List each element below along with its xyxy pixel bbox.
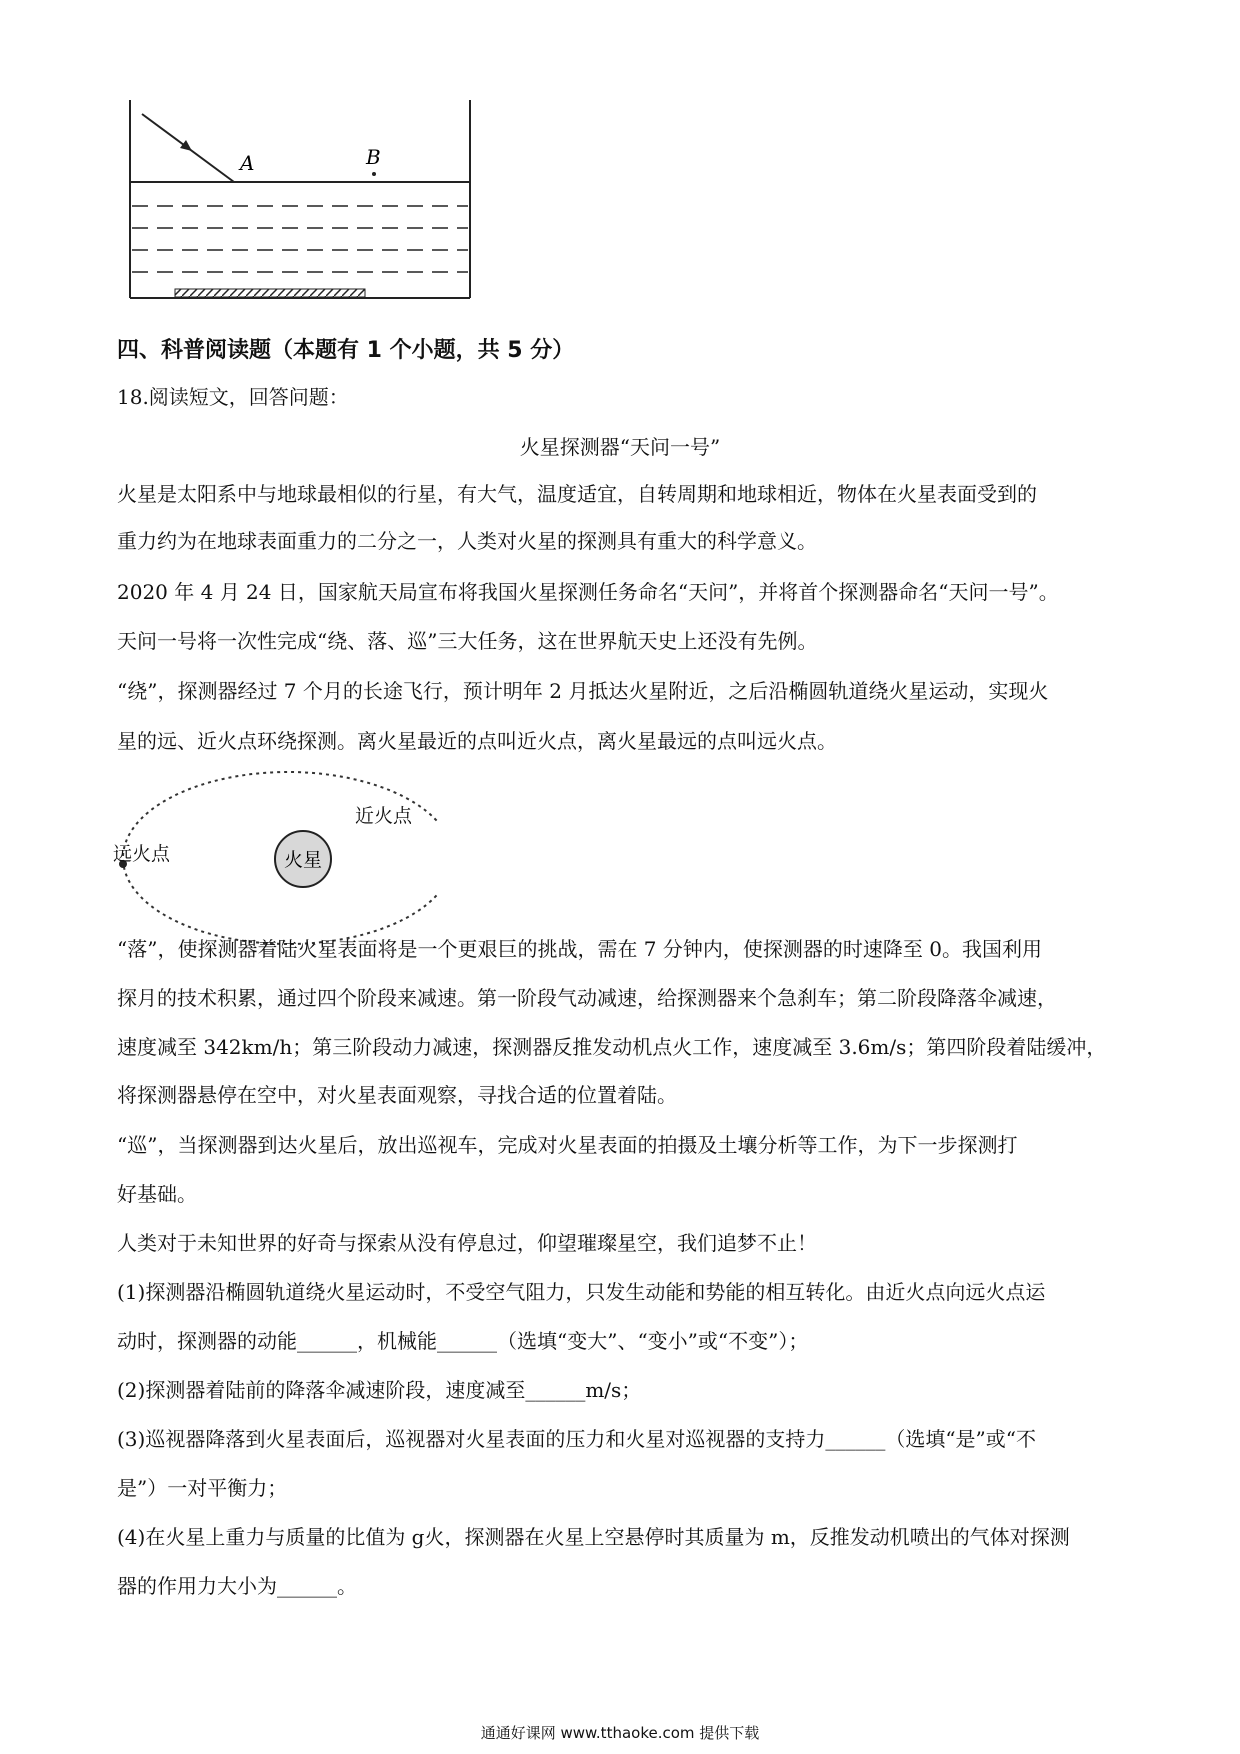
far-point-label: 远火点 [113,843,171,865]
question-3-line: 是”）一对平衡力； [117,1476,288,1500]
question-4-line: (4)在火星上重力与质量的比值为 g火，探测器在火星上空悬停时其质量为 m，反推发动机喷出的气体对探测 [117,1525,1070,1549]
question-1-line: (1)探测器沿椭圆轨道绕火星运动时，不受空气阻力，只发生动能和势能的相互转化。由近火点向远火点运 [117,1280,1046,1304]
question-1-line: 动时，探测器的动能______，机械能______（选填“变大”、“变小”或“不变”）； [117,1329,809,1353]
paragraph-line: 将探测器悬停在空中，对火星表面观察，寻找合适的位置着陆。 [117,1083,677,1107]
paragraph-line: 重力约为在地球表面重力的二分之一，人类对火星的探测具有重大的科学意义。 [117,529,817,553]
arrow-icon [180,140,192,151]
paragraph-line: 速度减至 342km/h；第三阶段动力减速，探测器反推发动机点火工作，速度减至 3.6m/s；第四阶段着陆缓冲， [117,1035,1107,1059]
paragraph-line: 探月的技术积累，通过四个阶段来减速。第一阶段气动减速，给探测器来个急刹车；第二阶段降落伞减速， [117,986,1057,1010]
label-a: A [240,151,255,175]
question-2-line: (2)探测器着陆前的降落伞减速阶段，速度减至______m/s； [117,1378,642,1402]
paragraph-line: 好基础。 [117,1182,197,1206]
question-3-line: (3)巡视器降落到火星表面后，巡视器对火星表面的压力和火星对巡视器的支持力______（选填“是”或“不 [117,1427,1037,1451]
paragraph-line: 星的远、近火点环绕探测。离火星最近的点叫近火点，离火星最远的点叫远火点。 [117,729,837,753]
near-point-label: 近火点 [355,805,413,827]
mars-label: 火星 [283,849,323,871]
paragraph-line: 人类对于未知世界的好奇与探索从没有停息过，仰望璀璨星空，我们追梦不止！ [117,1231,817,1255]
label-b: B [366,145,381,169]
light-refraction-figure [110,96,480,308]
paragraph-line: “落”，使探测器着陆火星表面将是一个更艰巨的挑战，需在 7 分钟内，使探测器的时速降至 0。我国利用 [117,937,1042,961]
article-title: 火星探测器“天问一号” [519,435,721,459]
paragraph-line: 天问一号将一次性完成“绕、落、巡”三大任务，这在世界航天史上还没有先例。 [117,629,818,653]
question-4-line: 器的作用力大小为______。 [117,1574,357,1598]
paragraph-line: 火星是太阳系中与地球最相似的行星，有大气，温度适宜，自转周期和地球相近，物体在火星表面受到的 [117,482,1037,506]
footer-source: 通通好课网 www.tthaoke.com 提供下载 [480,1724,760,1742]
paragraph-line: “绕”，探测器经过 7 个月的长途飞行，预计明年 2 月抵达火星附近，之后沿椭圆轨道绕火星运动，实现火 [117,679,1049,703]
paragraph-line: 2020 年 4 月 24 日，国家航天局宣布将我国火星探测任务命名“天问”，并将首个探测器命名“天问一号”。 [117,580,1059,604]
section-title: 四、科普阅读题（本题有 1 个小题，共 5 分） [117,338,575,363]
question-intro: 18.阅读短文，回答问题： [117,385,349,409]
paragraph-line: “巡”，当探测器到达火星后，放出巡视车，完成对火星表面的拍摄及土壤分析等工作，为下一步探测打 [117,1133,1018,1157]
